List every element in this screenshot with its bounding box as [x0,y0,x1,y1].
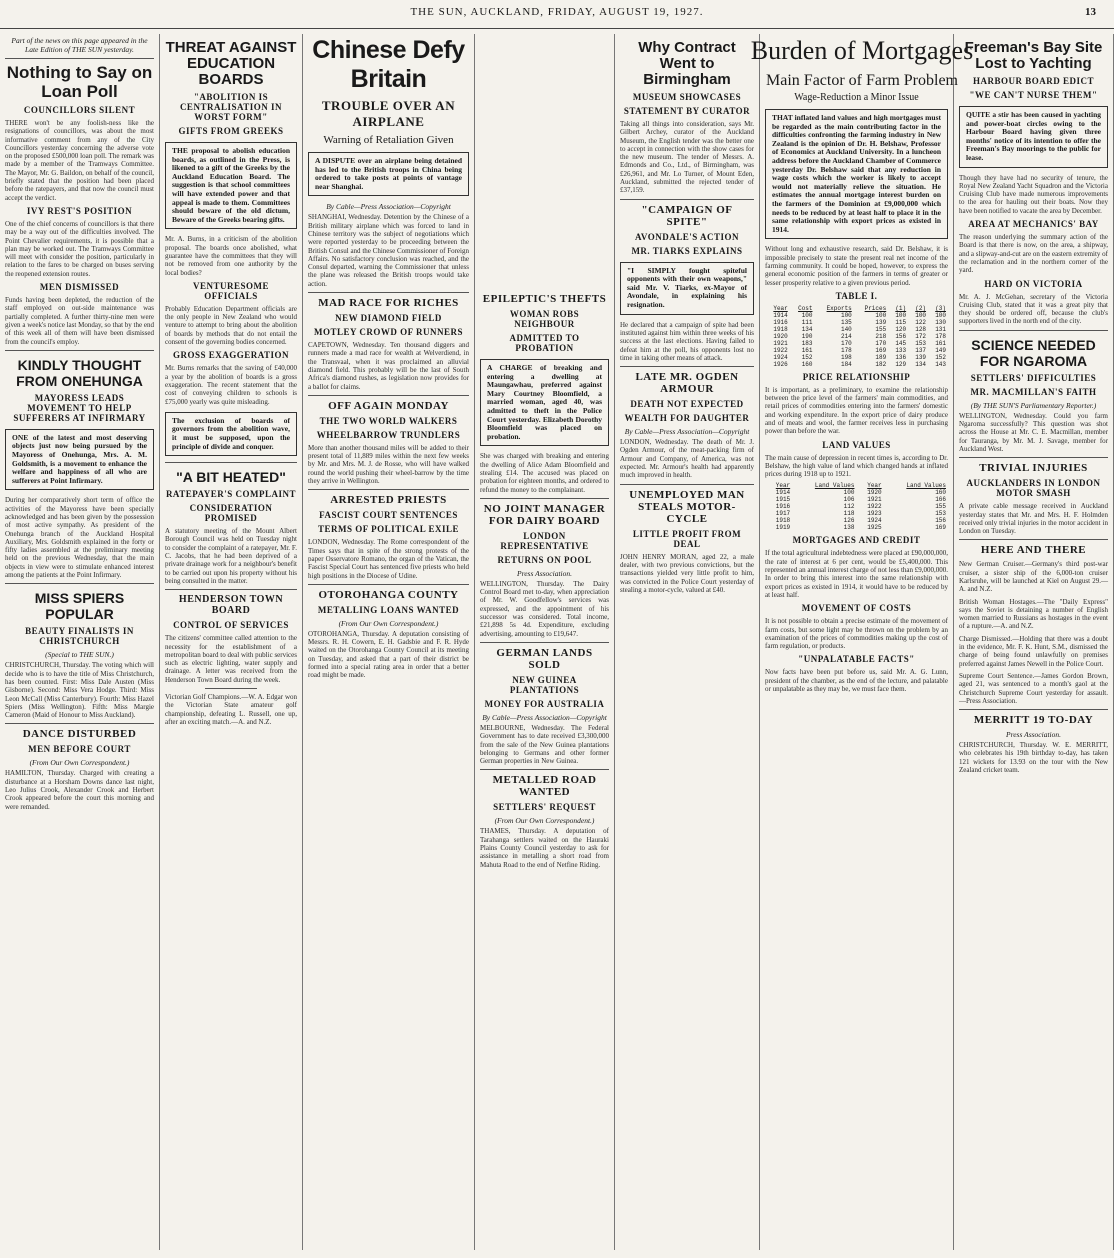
table-cell: 134 [915,360,927,368]
cost-body: It is not possible to obtain a precise estimate of the movement of farm costs, but some light may be thrown on the problem by an examination of the prices of commodities making up the cost of farm regulation, or products. [765,617,948,651]
here-there-headline: HERE AND THERE [980,544,1087,557]
table-cell: 133 [895,346,907,354]
why-body: Taking all things into consideration, says Mr. Gilbert Archey, curator of the Auckland Museum, the English tender was the better one to accept in connection with the show cases for the new museum. The tender of Messrs. A. Edmonds and Co., Ltd., of Birmingham, was £26,961, and Mr. Lo Turner, of Mount Eden, Auckland, submitted the rejected tender of £37,159. [620,120,754,195]
otoro-body: OTOROHANGA, Thursday. A deputation consisting of Messrs. R. H. Cowern, E. H. Gadsbie and F. R. Hyde waited on the Otorohanga County Council at its meeting on Tuesday, and asked that a part of their district be formed into a special rating area in order that a better road might be made. [308,629,469,680]
german-subhead-2: MONEY FOR AUSTRALIA [484,698,605,709]
table-cell: 1925 [867,524,882,532]
henderson-body: The citizens' committee called attention to the necessity for the establishment of a metropolitan board to deal with public services such as electric lighting, water supply and drainage. A letter was received from the Henderson Town Board during the week. [165,634,297,684]
ngaroma-subhead-2: MR. MACMILLAN'S FAITH [970,386,1097,397]
table-cell: 100 [801,311,813,319]
area-subhead: AREA AT MECHANICS' BAY [968,219,1099,230]
column-7 [954,34,1114,1250]
trivial-headline: TRIVIAL INJURIES [979,462,1088,475]
joint-subhead: LONDON REPRESENTATIVE [500,530,589,551]
chinese-body: SHANGHAI, Wednesday. Detention by the Chinese of a British military airplane which was forced to land in Chinese territory was the subject of negotiations which were reported yesterday to be proceeding between the British Consul and the Chinese Commissioner of Foreign Affairs. No satisfactory conclusion was reached, and the Consul departed, warning the Commissioner that unless the plane was released the British troops would take action. [308,213,469,288]
kindly-body: During her comparatively short term of office the activities of the Mayoress have been specially acknowledged and has been given by the possession of most active sympathy. As president of the Onehunga branch of the Auckland Hospital Auxiliary, Mrs. Goldsmith explained in the forty or fifty ladies assembled at the preliminary meeting held on the previous Wednesday, that the main objects in view were to stimulate enhanced interest among the patients at the Point Infirmary. [5,496,154,580]
boards-box: The exclusion of boards of governors from the abolition wave, it must be supposed, upon the principle of divide and conquer. [165,412,297,456]
table-cell: 131 [935,325,946,333]
unfair-subhead: "UNPALATABLE FACTS" [798,654,915,665]
off-subhead-2: WHEELBARROW TRUNDLERS [316,429,461,440]
chinese-headline: Chinese Defy Britain [312,36,465,93]
spite-box: "I SIMPLY fought spiteful opponents with their own weapons," said Mr. V. Tiarks, ex-Mayor of Avondale, in explaining his resignation. [620,262,754,315]
table-cell: 214 [840,332,852,340]
table-header-cell: (3) [935,304,946,312]
table-cell: 182 [875,360,887,368]
table-row [765,503,948,510]
table-cell: 152 [935,353,946,361]
table-3-body [765,489,948,531]
burden-subhead: Main Factor of Farm Problem [766,72,958,89]
men-body: Funds having been depleted, the reduction of the staff employed on out-side maintenance was partially completed. A further thirty-nine men were given a week's notice last Monday, so that by the end of this week all of them will have been dismissed from the council's employ. [5,296,154,346]
armour-subhead-2: WEALTH FOR DAUGHTER [624,413,750,424]
metal-subhead: SETTLERS' REQUEST [493,802,596,813]
arrest-body: LONDON, Wednesday. The Rome correspondent of the Times says that in spite of the strong protests of the paper Osservatore Romano, the organ of the Vatican, the Fascist Special Court has sentenced five priests who held high positions in the Diocese of Udine. [308,538,469,580]
table-cell: 100 [935,311,946,319]
table-cell: 153 [935,510,946,518]
trivial-subhead: AUCKLANDERS IN LONDON MOTOR SMASH [966,478,1101,499]
threat-headline: THREAT AGAINST EDUCATION BOARDS [165,39,297,88]
table-cell: 152 [801,353,813,361]
page-number: 13 [1085,6,1096,18]
ngaroma-credit: (By THE SUN'S Parliamentary Reporter.) [970,400,1097,410]
table-cell: 1921 [773,339,788,347]
joint-credit: Press Association. [516,568,572,578]
table-header-cell: Prices [864,304,887,312]
table-cell: 100 [915,311,927,319]
venture-body: Probably Education Department officials are the only people in New Zealand who would venture to attempt to bring about the abolition of boards by methods that do not entail the consent of the governing bodies concerned. [165,304,297,347]
table-cell: 218 [875,332,887,340]
hard-subhead: HARD ON VICTORIA [984,278,1083,289]
table-cell: 1924 [773,353,788,361]
unemployed-body: JOHN HENRY MORAN, aged 22, a male dealer, with two previous convictions, but the transactions yielded very little profit to him, was convicted in the Police Court yesterday of stealing a motor-cycle, valued at £40. [620,552,754,594]
column-2 [160,34,303,1250]
table-cell: 160 [801,360,813,368]
trivial-body: A private cable message received in Auckland yesterday states that Mr. and Mrs. H. F. Holmden received only trivial injuries in the motor accident in London on Tuesday. [959,502,1108,536]
table-cell: 143 [935,360,946,368]
victorian-golf: Victorian Golf Champions.—W. A. Edgar won the Victorian State amateur golf championship, defeating L. Russell, one up, after an exciting match.—A. and N.Z. [165,693,297,726]
unemployed-subhead: LITTLE PROFIT FROM DEAL [632,528,742,549]
column-5 [615,34,760,1250]
table-row [765,326,948,333]
table-cell: 1918 [775,517,791,525]
table-row [765,496,948,503]
masthead [0,0,1114,29]
freeman-body: Though they have had no security of tenure, the Royal New Zealand Yacht Squadron and the Victoria Cruising Club have made numerous improvements to the area for hauling out their boats. Now they have been notified to vacate the area by December. [959,173,1108,215]
joint-body: WELLINGTON, Thursday. The Dairy Control Board met to-day, when appreciation of Mr. W. Goodfellow's services was expressed, and the appointment of his successor was considered. Total income, £21,898 5s 4d. Expenditure, excluding advertising, amounting to £19,647. [480,579,609,638]
table-cell: 1917 [775,510,791,518]
price-subhead: PRICE RELATIONSHIP [802,371,911,382]
race-headline: MAD RACE FOR RICHES [318,297,459,310]
table-row [765,510,948,517]
freeman-quote: "WE CAN'T NURSE THEM" [969,90,1098,100]
spite-headline: "CAMPAIGN OF SPITE" [641,203,733,228]
threat-subhead: GIFTS FROM GREEKS [178,126,284,136]
dance-credit: (From Our Own Correspondent.) [29,758,130,768]
burden-headline: Burden of Mortgages [750,36,974,65]
table-cell: 160 [935,489,946,497]
henderson-subhead: CONTROL OF SERVICES [173,620,289,631]
unemployed-headline: UNEMPLOYED MAN STEALS MOTOR-CYCLE [629,488,745,525]
land-subhead: LAND VALUES [822,439,891,450]
table-cell: 1914 [773,311,788,319]
column-1 [0,34,160,1250]
table-row [765,354,948,361]
chinese-subhead-2: Warning of Retaliation Given [323,134,454,146]
kindly-headline: KINDLY THOUGHT FROM ONEHUNGA [16,356,143,389]
table-cell: 184 [840,360,852,368]
german-credit: By Cable—Press Association—Copyright [482,712,607,722]
ngaroma-headline: SCIENCE NEEDED FOR NGAROMA [971,336,1096,369]
freeman-box: QUITE a stir has been caused in yachting and power-boat circles owing to the Harbour Board having given three months' notice of its intention to offer the Freeman's Bay moorings to the public for lease. [959,106,1108,168]
gross-body: Mr. Burns remarks that the saving of £40,000 a year by the abolition of boards is a gross exaggeration. The recent statement that the cost of conveying children to schools is £75,000 yearly was quite misleading. [165,364,297,406]
table-cell: 1915 [775,496,791,504]
table-cell: 153 [915,339,927,347]
table-cell: 130 [935,318,946,326]
table-cell: 1926 [773,360,788,368]
table-header-cell: (2) [915,304,927,312]
table-cell: 140 [840,325,852,333]
table-cell: 155 [935,503,946,511]
chinese-credit: By Cable—Press Association—Copyright [326,202,451,212]
table-header-cell: Land Values [814,482,855,490]
column-3 [303,34,475,1250]
epileptic-lead: A CHARGE of breaking and entering a dwelling at Maungawhau, preferred against Mary Courtney Bloomfield, a married woman, aged 40, was admitted to theft in the Police Court yesterday. Elizabeth Dorothy Bloomfield was placed on probation. [480,359,609,446]
miss-subhead: BEAUTY FINALISTS IN CHRISTCHURCH [25,626,134,647]
table-cell: 145 [895,339,907,347]
table-cell: 1924 [867,517,882,525]
miss-headline: MISS SPIERS POPULAR [34,590,125,623]
joint-headline: NO JOINT MANAGER FOR DAIRY BOARD [483,502,606,527]
burden-body: Without long and exhaustive research, said Dr. Belshaw, it is impossible precisely to state the present real net income of the farming community. It could be hoped, however, to express the general economic position of the farmers in terms of greater or lesser prosperity relative to a given previous period. [765,245,948,287]
why-headline: Why Contract Went to Birmingham [638,39,736,88]
armour-subhead: DEATH NOT EXPECTED [630,399,744,410]
burden-subhead-2: Wage-Reduction a Minor Issue [794,92,919,103]
dance-body: HAMILTON, Thursday. Charged with creating a disturbance at a Horsham Downs dance last night, Leo Julius Crook, Alexander Crook and Herbert Crook appeared before the court this morning and were remanded. [5,769,154,811]
chinese-lead: A DISPUTE over an airplane being detained has led to the British troops in China being ordered to take posts at points of vantage near Shanghai. [308,152,469,196]
table-cell: 118 [843,510,855,518]
chinese-subhead: TROUBLE OVER AN AIRPLANE [321,98,456,129]
miss-credit: (Special to THE SUN.) [45,650,114,660]
table-cell: 161 [801,346,813,354]
table-cell: 137 [915,346,927,354]
venture-subhead: VENTURESOME OFFICIALS [192,280,269,301]
off-headline: OFF AGAIN MONDAY [328,399,449,412]
table-cell: 122 [915,318,927,326]
table-header-cell: Land Values [906,482,946,490]
here-there-item-4: Supreme Court Sentence.—James Gordon Brown, aged 21, was sentenced to a month's gaol at the Christchurch Supreme Court yesterday for assault. —Press Association. [959,671,1108,705]
price-body: It is important, as a preliminary, to examine the relationship between the price level of the farmers' main commodities, and retail prices of commodities entering into the farmers' domestic and working expenditure. In the export price of dairy produce and of meats and wool, the farmer receives less in purchasing power than before the war. [765,385,948,436]
intro-note: Part of the news on this page appeared in the Late Edition of THE SUN yesterday. [11,36,148,54]
table-cell: 134 [801,325,813,333]
table-cell: 100 [843,489,855,497]
metal-headline: METALLED ROAD WANTED [492,774,597,799]
metal-credit: (From Our Own Correspondent.) [494,816,595,826]
merritt-headline: MERRITT 19 TO-DAY [973,714,1094,727]
off-subhead: THE TWO WORLD WALKERS [319,415,458,426]
table-3 [765,482,948,531]
threat-box: THE proposal to abolish education boards, as outlined in the Press, is likened to a gift of the Greeks by the Auckland Education Board. The suggestion is that school committees will have extended power and that appeal is made to them. Committees should beware of the old dictum, Beware of the Greeks bearing gifts. [165,142,297,229]
table-cell: 115 [895,318,907,326]
heated-subhead-2: CONSIDERATION PROMISED [189,503,273,524]
table-cell: 183 [801,339,813,347]
hard-body: Mr. A. J. McGehan, secretary of the Victoria Cruising Club, stated that it was a great pity that they should be ordered off, because the club's supporters lived in the north end of the city. [959,292,1108,326]
merritt-body: CHRISTCHURCH, Thursday. W. E. MERRITT, who celebrates his 19th birthday to-day, has taken 121 wickets for 13.93 on the tour with the New Zealand cricket team. [959,741,1108,775]
spite-subhead: AVONDALE'S ACTION [635,231,739,242]
race-body: CAPETOWN, Wednesday. Ten thousand diggers and runners made a mad race for wealth at Welverdiend, in the Transvaal, when it was proclaimed an alluvial diamond field. This probably will be the last of South Africa's diamond rushes, as legislation now provides for a ballot for claims. [308,341,469,391]
threat-body: Mr. A. Burns, in a criticism of the abolition proposal. The boards once abolished, what guarantee have the committees that they will not be removed from one authority by the local bodies? [165,235,297,277]
table1-title: TABLE I. [835,290,878,301]
table-cell: 126 [843,517,855,525]
loan-headline: Nothing to Say on Loan Poll [6,63,153,101]
joint-subhead-2: RETURNS ON POOL [497,554,592,565]
cost-subhead: MOVEMENT OF COSTS [801,603,912,614]
table-row [765,340,948,347]
table-cell: 189 [875,353,887,361]
spite-subhead-2: MR. TIARKS EXPLAINS [631,245,743,256]
epileptic-subhead-2: ADMITTED TO PROBATION [509,333,580,353]
table-row [765,312,948,319]
table-cell: 169 [935,524,946,532]
gross-subhead: GROSS EXAGGERATION [172,350,290,361]
table-row [765,524,948,531]
table-cell: 106 [843,496,855,504]
table-cell: 1918 [773,325,788,333]
epileptic-body: She was charged with breaking and entering the dwelling of Alice Adam Bloomfield and stealing £14. The accused was placed on probation for eighteen months, and ordered to refund the money to the complainant. [480,452,609,494]
spite-body: He declared that a campaign of spite had been instituted against him within three weeks of his success at the last elections. Having failed to defeat him at the poll, his opponents lost no time in taking other means of attack. [620,320,754,362]
table-cell: 112 [843,503,855,511]
column-6 [750,34,974,1250]
otoro-subhead: METALLING LOANS WANTED [317,604,460,615]
armour-headline: LATE MR. OGDEN ARMOUR [635,371,739,396]
arrest-subhead-2: TERMS OF POLITICAL EXILE [318,524,459,535]
race-subhead-2: MOTLEY CROWD OF RUNNERS [313,327,464,338]
table-cell: 190 [801,332,813,340]
table-header-cell: (1) [895,304,907,312]
ivr-subhead: IVY REST'S POSITION [26,205,133,216]
table-cell: 100 [895,311,907,319]
unfair-body: Now facts have been put before us, said Mr. A. G. Lunn, president of the chamber, as the end of the lecture, and palatable or unpalatable as they may be, we must face them. [765,668,948,694]
table-cell: 1921 [867,496,882,504]
armour-body: LONDON, Wednesday. The death of Mr. J. Ogden Armour, of the meat-packing firm of Armour and Company, of America, was not expected. Mr. Armour's health had apparently much improved in health. [620,438,754,480]
table-cell: 1919 [775,524,791,532]
german-headline: GERMAN LANDS SOLD [496,646,593,671]
table-cell: 149 [935,346,946,354]
table-row [765,319,948,326]
table-cell: 120 [895,325,907,333]
table-header-cell: Year [867,482,882,490]
table-cell: 170 [840,339,852,347]
ivr-body: One of the chief concerns of councillors is that there may be a way out of the difficulties involved. The Point Chevalier requirements, it is possible that a plan may be worked out. The Tramways Committee will meet with consider the position, particularly in relation to the fares to be charged on buses serving the reopened extension routes. [5,219,154,278]
ngaroma-body: WELLINGTON, Wednesday. Could you farm Ngaroma successfully? This question was shot across the House at Mr. C. E. Macmillan, member for Tauranga, by Mr. M. J. Savage, member for Auckland West. [959,411,1108,453]
table-row [765,517,948,524]
table-cell: 139 [915,353,927,361]
table-row [765,347,948,354]
arrest-headline: ARRESTED PRIESTS [330,494,447,507]
table-1-body [765,312,948,368]
german-subhead: NEW GUINEA PLANTATIONS [509,674,580,695]
otoro-credit: (From Our Own Correspondent.) [338,618,439,628]
table-3-header [765,482,948,489]
land-body: The main cause of depression in recent times is, according to Dr. Belshaw, the high value of land which changed hands at inflated prices during 1918 up to 1921. [765,453,948,479]
off-body: More than another thousand miles will be added to their present total of 11,889 miles within the next few weeks by Mr. and Mrs. M. J. de Rosse, who will have walked round the world pushing their wheel-barrow by the time they arrive in Wellington. [308,443,469,486]
kindly-subhead: MAYORESS LEADS MOVEMENT TO HELP SUFFERERS AT INFIRMARY [13,392,146,423]
table-cell: 198 [840,353,852,361]
table-cell: 129 [895,360,907,368]
why-subhead-2: STATEMENT BY CURATOR [623,106,751,116]
table-cell: 1920 [773,332,788,340]
men-subhead: MEN DISMISSED [39,282,120,293]
table-1-header [765,305,948,312]
table-cell: 155 [875,325,887,333]
why-subhead: MUSEUM SHOWCASES [632,92,742,102]
heated-subhead: RATEPAYER'S COMPLAINT [165,489,297,500]
mort-body: If the total agricultural indebtedness were placed at £90,000,000, the rate of interest at 6 per cent, would be £5,400,000. This represented an annual interest charge of not less than £9,000,000. In order to bring this interest into the same relationship with export prices as existed in 1914, it would have to be reduced by at least half. [765,549,948,599]
mort-subhead: MORTGAGES AND CREDIT [792,535,921,546]
table-1 [765,305,948,368]
table-cell: 172 [915,332,927,340]
table-header-cell: Exports [826,304,852,312]
masthead-title: THE SUN, AUCKLAND, FRIDAY, AUGUST 19, 1927. [410,6,704,18]
table-cell: 139 [875,318,887,326]
table-cell: 138 [843,524,855,532]
table-cell: 170 [875,339,887,347]
here-there-item-1: New German Cruiser.—Germany's third post-war cruiser, a sister ship of the 6,000-ton cruiser Karlsruhe, will be launched at Kiel on August 29.—A. and N.Z. [959,560,1108,594]
column-4 [475,34,615,1250]
loan-body: THERE won't be any foolish-ness like the resignations of councillors, was about the most informative comment from any of the City Councillors yesterday concerning the adverse vote on the proposed £500,000 loan poll. The remark was made by a member of the Tramways Committee. The Mayor, Mr. G. Baildon, on behalf of the council, briefly stated that the position had been placed before the ratepayers, and that now the council must accept the verdict. [5,119,154,202]
table-cell: 1922 [773,346,788,354]
merritt-credit: Press Association. [1005,730,1061,740]
dance-subhead: MEN BEFORE COURT [28,744,131,755]
epileptic-headline: EPILEPTIC'S THEFTS [482,293,607,305]
table-cell: 1914 [775,489,791,497]
table-cell: 1920 [867,489,882,497]
loan-subhead: COUNCILLORS SILENT [23,105,136,115]
threat-quote: "ABOLITION IS CENTRALISATION IN WORST FORM" [179,92,283,122]
heated-body: A statutory meeting of the Mount Albert Borough Council was held on Tuesday night to consider the complaint of a ratepayer, Mr. F. C. Jacobs, that he had been deprived of a private drainage work for a neighbour's benefit to be carried out upon his property without his being consulted in the matter. [165,527,297,585]
metal-body: THAMES, Thursday. A deputation of Tarahanga settlers waited on the Hauraki Plains County Council yesterday to ask for assistance in metalling a short road from Mahuta Road to the end of Netfine Riding. [480,827,609,869]
henderson-headline: HENDERSON TOWN BOARD [178,594,284,617]
area-body: The reason underlying the summary action of the Board is that there is now, on the area, a shipway, and a slipway-and-cut are on the eastern extremity of the reclamation and in the northern corner of the yard. [959,233,1108,275]
table-cell: 1923 [867,510,882,518]
german-body: MELBOURNE, Wednesday. The Federal Government has to date received £3,300,000 from the sale of the New Guinea plantations belonging to Germans and other former German properties in New Guinea. [480,723,609,766]
miss-body: CHRISTCHURCH, Thursday. The voting which will decide who is to have the title of Miss Christchurch, has been counted. First: Miss Dale Austen (Miss Gisborne). Second: Miss Vera Hodge. Third: Miss Leon McCall (Miss Canterbury). Fourth: Miss Hazel Spiers (Miss Wellington). Fifth: Miss Margie Cameron (Maid of Honour to Miss Auckland). [5,661,154,720]
table-cell: 169 [875,346,887,354]
here-there-item-3: Charge Dismissed.—Holding that there was a doubt in the evidence, Mr. F. K. Hunt, S.M., dismissed the charge of being found unlawfully on premises preferred against James Newell in the Police Court. [959,634,1108,668]
armour-credit: By Cable—Press Association—Copyright [624,427,750,437]
freeman-headline: Freeman's Bay Site Lost to Yachting [964,39,1103,72]
race-subhead: NEW DIAMOND FIELD [335,313,442,324]
ngaroma-subhead: SETTLERS' DIFFICULTIES [970,372,1097,383]
table-cell: 1922 [867,503,882,511]
table-header-cell: Cost [798,304,813,312]
heated-headline: "A BIT HEATED" [176,469,286,486]
table-cell: 1916 [773,318,788,326]
table-cell: 1916 [775,503,791,511]
table-cell: 128 [915,325,927,333]
table-row [765,489,948,496]
dance-headline: DANCE DISTURBED [22,728,137,741]
freeman-subhead: HARBOUR BOARD EDICT [972,76,1094,86]
table-cell: 161 [935,339,946,347]
epileptic-subhead: WOMAN ROBS NEIGHBOUR [509,309,580,329]
here-there-item-2: British Woman Hostages.—The "Daily Express" says the Soviet is detaining a number of English women married to Russians as hostages in the event of a rupture.—A. and N.Z. [959,597,1108,631]
table-cell: 156 [895,332,907,340]
table-cell: 178 [840,346,852,354]
table-cell: 136 [895,353,907,361]
table-cell: 100 [840,311,852,319]
arrest-subhead: FASCIST COURT SENTENCES [319,510,458,521]
kindly-box: ONE of the latest and most deserving objects just now being pursued by the Mayoress of Onehunga, Mrs. A. M. Goldsmith, is a movement to enhance the welfare and happiness of all who are sufferers at Point Infirmary. [5,429,154,491]
table-row [765,333,948,340]
table-cell: 166 [935,496,946,504]
table-header-cell: Year [775,482,791,490]
burden-box: THAT inflated land values and high mortgages must be regarded as the main contributing factor in the difficulties confronting the farming industry in New Zealand is the opinion of Dr. H. Belshaw, Professor of Economics at Auckland University. In a luncheon address before the Auckland Chamber of Commerce yesterday Dr. Belshaw said that any reduction in wage costs which the worker is likely to accept would not materially relieve the situation. He estimates the annual mortgage interest burden on the farmers of the Dominion at £9,000,000 which needs to be reduced by at least half to place it in the same relationship with export prices as existed in 1914. [765,109,948,239]
table-cell: 178 [935,332,946,340]
table-header-cell: Year [773,304,788,312]
table-cell: 100 [875,311,887,319]
table-cell: 135 [840,318,852,326]
otoro-headline: OTOROHANGA COUNTY [318,588,459,601]
table-cell: 156 [935,517,946,525]
table-row [765,361,948,368]
table-cell: 111 [801,318,813,326]
